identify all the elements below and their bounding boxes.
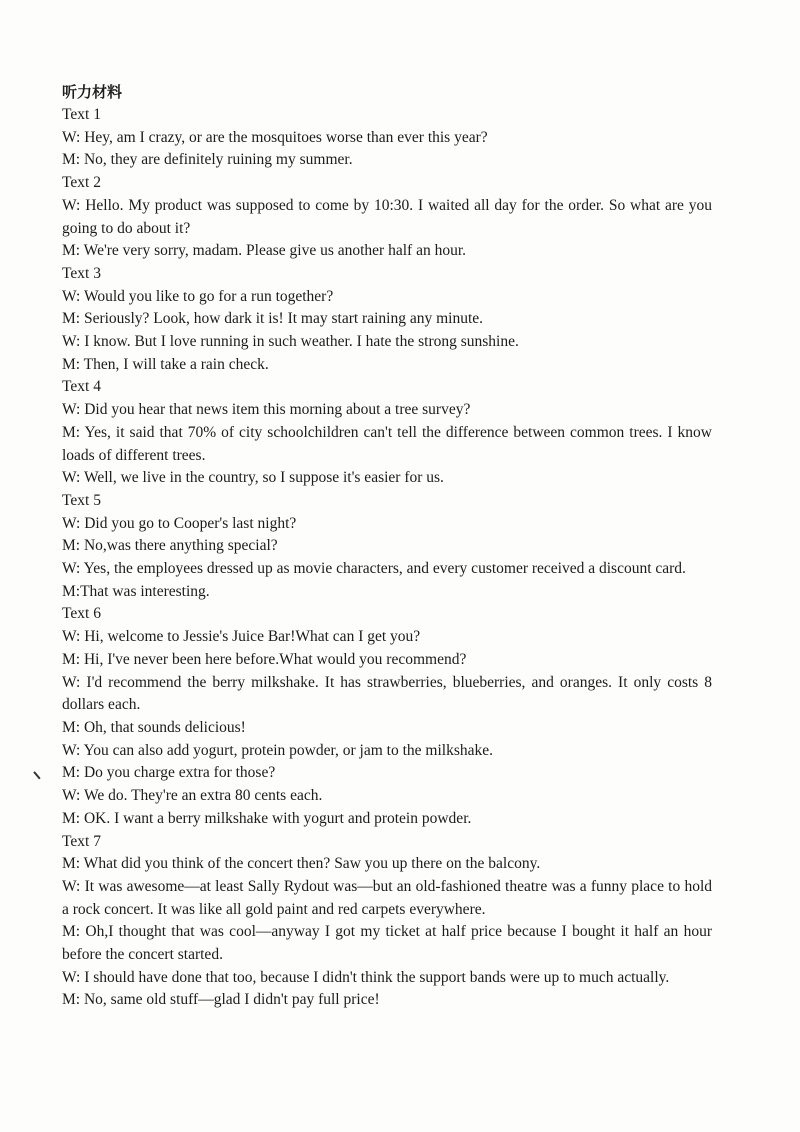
dialogue-line: W: Well, we live in the country, so I suppose it's easier for us.	[62, 469, 444, 487]
dialogue-line: M: No, they are definitely ruining my summer.	[62, 151, 353, 169]
section-label: Text 3	[62, 264, 101, 282]
dialogue-line: W: Hi, welcome to Jessie's Juice Bar!What can I get you?	[62, 628, 421, 646]
page-title: 听力材料	[62, 83, 123, 101]
section-text-3	[62, 263, 712, 377]
dialogue-line: M: Do you charge extra for those?	[62, 764, 276, 782]
dialogue-line: M: Then, I will take a rain check.	[62, 355, 269, 373]
dialogue-line: M: Yes, it said that 70% of city schoolchildren can't tell the difference between common trees. I know loads of different trees.	[62, 423, 712, 464]
dialogue-line: W: I know. But I love running in such weather. I hate the strong sunshine.	[62, 333, 519, 351]
dialogue-line: W: You can also add yogurt, protein powder, or jam to the milkshake.	[62, 741, 494, 759]
dialogue-line: M: OK. I want a berry milkshake with yogurt and protein powder.	[62, 809, 472, 827]
dialogue-line: W: Did you go to Cooper's last night?	[62, 514, 297, 532]
dialogue-line: W: It was awesome—at least Sally Rydout was—but an old-fashioned theatre was a funny place to hold a rock concert. It was like all gold paint and red carpets everywhere.	[62, 877, 712, 918]
dialogue-line: W: Would you like to go for a run together?	[62, 287, 334, 305]
section-text-7	[62, 831, 712, 1013]
dialogue-line: W: Yes, the employees dressed up as movie characters, and every customer received a discount card.	[62, 560, 686, 578]
section-label: Text 2	[62, 174, 101, 192]
dialogue-line: W: I'd recommend the berry milkshake. It has strawberries, blueberries, and oranges. It only costs 8 dollars each.	[62, 673, 712, 714]
section-label: Text 7	[62, 832, 101, 850]
dialogue-line: M: We're very sorry, madam. Please give us another half an hour.	[62, 242, 466, 260]
dialogue-line: W: Hey, am I crazy, or are the mosquitoes worse than ever this year?	[62, 128, 488, 146]
section-label: Text 5	[62, 491, 101, 509]
dialogue-line: M: What did you think of the concert then? Saw you up there on the balcony.	[62, 855, 541, 873]
dialogue-line: M: Oh, that sounds delicious!	[62, 718, 246, 736]
section-label: Text 6	[62, 605, 101, 623]
stray-pen-mark	[33, 772, 40, 780]
dialogue-line: W: Did you hear that news item this morning about a tree survey?	[62, 401, 471, 419]
section-text-6	[62, 603, 712, 830]
section-text-4	[62, 376, 712, 490]
section-text-2	[62, 172, 712, 263]
dialogue-line: W: Hello. My product was supposed to come by 10:30. I waited all day for the order. So what are you going to do about it?	[62, 196, 712, 237]
dialogue-line: W: We do. They're an extra 80 cents each.	[62, 787, 323, 805]
dialogue-line: W: I should have done that too, because I didn't think the support bands were up to much actually.	[62, 968, 670, 986]
dialogue-line: M: Oh,I thought that was cool—anyway I got my ticket at half price because I bought it half an hour before the concert started.	[62, 923, 712, 964]
dialogue-line: M: Hi, I've never been here before.What would you recommend?	[62, 650, 467, 668]
dialogue-line: M: No, same old stuff—glad I didn't pay full price!	[62, 991, 380, 1009]
section-label: Text 1	[62, 106, 101, 123]
listening-transcript	[62, 80, 712, 1012]
dialogue-line: M:That was interesting.	[62, 582, 210, 600]
section-text-1	[62, 104, 712, 172]
dialogue-line: M: No,was there anything special?	[62, 537, 278, 555]
section-label: Text 4	[62, 378, 101, 396]
section-text-5	[62, 490, 712, 604]
dialogue-line: M: Seriously? Look, how dark it is! It may start raining any minute.	[62, 310, 484, 328]
